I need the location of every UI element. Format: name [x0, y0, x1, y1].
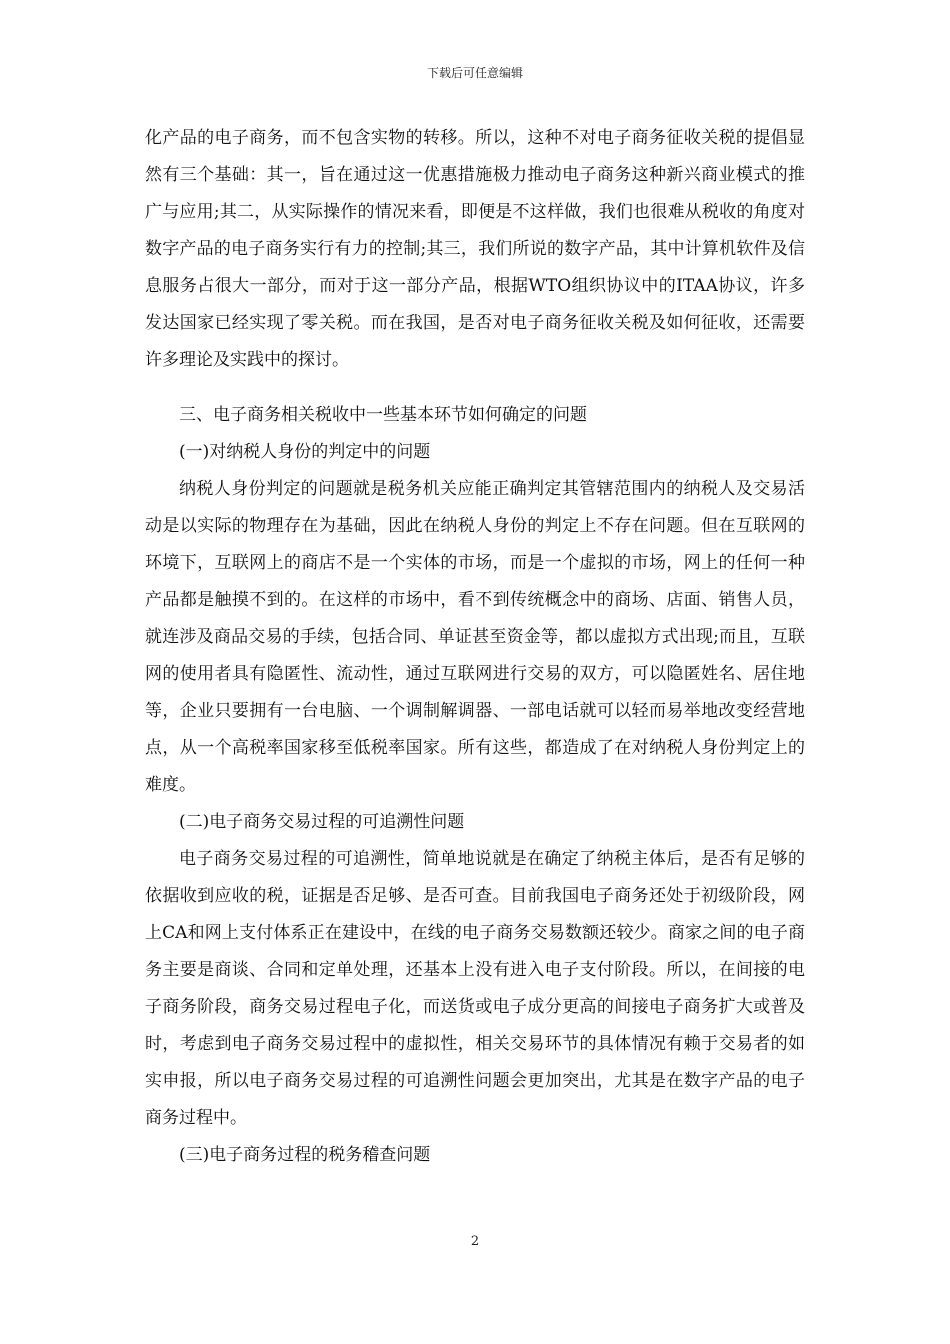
page-number: 2: [470, 1234, 480, 1249]
paragraph-taxpayer-identity: 纳税人身份判定的问题就是税务机关应能正确判定其管辖范围内的纳税人及交易活动是以实际的物理存在为基础，因此在纳税人身份的判定上不存在问题。但在互联网的环境下，互联网上的商店不是一个实体的市场，而是一个虚拟的市场，网上的任何一种产品都是触摸不到的。在这样的市场中，看不到传统概念中的商场、店面、销售人员，就连涉及商品交易的手续，包括合同、单证甚至资金等，都以虚拟方式出现;而且，互联网的使用者具有隐匿性、流动性，通过互联网进行交易的双方，可以隐匿姓名、居住地等，企业只要拥有一台电脑、一个调制解调器、一部电话就可以轻而易举地改变经营地点，从一个高税率国家移至低税率国家。所有这些，都造成了在对纳税人身份判定上的难度。: [145, 479, 805, 795]
subsection-heading-1: (一)对纳税人身份的判定中的问题: [179, 442, 431, 462]
subsection-heading-2: (二)电子商务交易过程的可追溯性问题: [179, 812, 465, 832]
section-heading: 三、电子商务相关税收中一些基本环节如何确定的问题: [179, 405, 587, 425]
subsection-heading-3: (三)电子商务过程的税务稽查问题: [179, 1145, 431, 1165]
paragraph-traceability: 电子商务交易过程的可追溯性，简单地说就是在确定了纳税主体后，是否有足够的依据收到应收的税，证据是否足够、是否可查。目前我国电子商务还处于初级阶段，网上CA和网上支付体系正在建设中，在线的电子商务交易数额还较少。商家之间的电子商务主要是商谈、合同和定单处理，还基本上没有进入电子支付阶段。所以，在间接的电子商务阶段，商务交易过程电子化，而送货或电子成分更高的间接电子商务扩大或普及时，考虑到电子商务交易过程中的虚拟性，相关交易环节的具体情况有赖于交易者的如实申报，所以电子商务交易过程的可追溯性问题会更加突出，尤其是在数字产品的电子商务过程中。: [145, 849, 805, 1128]
section-gap: [145, 379, 805, 397]
document-body: [145, 120, 805, 1174]
page-header: 下载后可任意编辑: [426, 66, 523, 80]
paragraph-continuation: 化产品的电子商务，而不包含实物的转移。所以，这种不对电子商务征收关税的提倡显然有三个基础：其一，旨在通过这一优惠措施极力推动电子商务这种新兴商业模式的推广与应用;其二，从实际操作的情况来看，即便是不这样做，我们也很难从税收的角度对数字产品的电子商务实行有力的控制;其三，我们所说的数字产品，其中计算机软件及信息服务占很大一部分，而对于这一部分产品，根据WTO组织协议中的ITAA协议，许多发达国家已经实现了零关税。而在我国，是否对电子商务征收关税及如何征收，还需要许多理论及实践中的探讨。: [145, 128, 805, 370]
